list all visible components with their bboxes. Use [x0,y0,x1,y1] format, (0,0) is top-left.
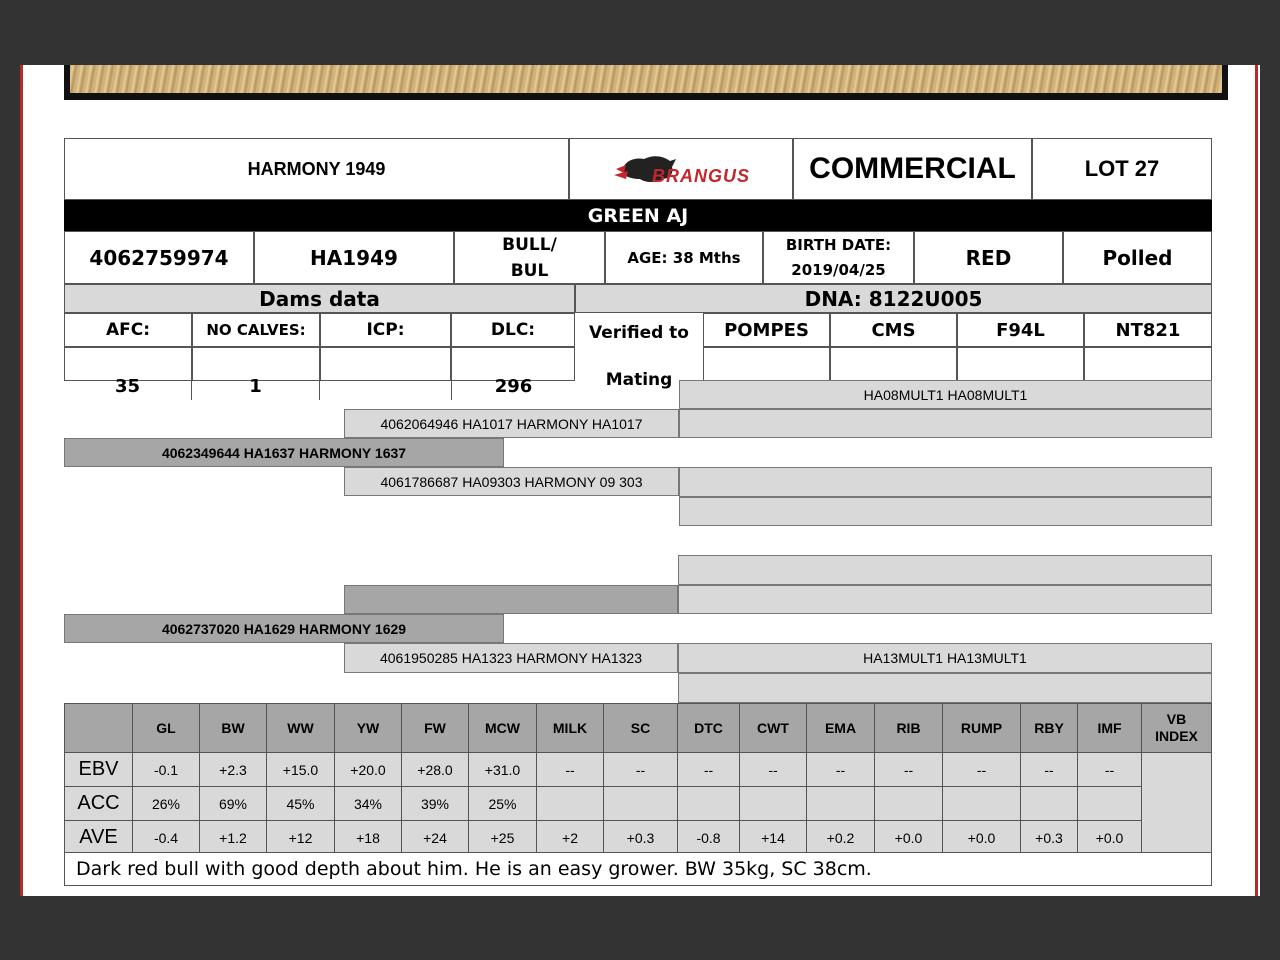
dam: 4062737020 HA1629 HARMONY 1629 [64,614,504,643]
dam-dam: 4061950285 HA1323 HARMONY HA1323 [344,643,678,673]
vb-index-line2: INDEX [1155,728,1198,744]
verified-line1: Verified to [589,323,689,343]
acc-cwt-value [740,787,807,821]
ave-fw-value: +24 [402,821,469,855]
dna-nt821-header: NT821 [1084,313,1212,347]
dam-grandsire: HA13MULT1 HA13MULT1 [678,643,1212,673]
pedigree-blank-5 [678,585,1212,614]
ebv-col-rump: RUMP [943,704,1021,753]
animal-tag: HA1949 [254,231,454,284]
acc-bw-value: 69% [200,787,267,821]
ebv-gl-value: -0.1 [133,753,200,787]
lot-number: LOT 27 [1032,138,1212,200]
acc-fw-value: 39% [402,787,469,821]
animal-id: 4062759974 [64,231,254,284]
dna-title: DNA: 8122U005 [575,284,1212,313]
birth-date-label: BIRTH DATE: [785,235,892,254]
ave-milk-value: +2 [537,821,604,855]
animal-sex-line1: BULL/ [502,234,557,255]
ebv-col-rib: RIB [875,704,943,753]
ebv-fw-value: +28.0 [402,753,469,787]
ave-gl-value: -0.4 [133,821,200,855]
ave-ema-value: +0.2 [807,821,875,855]
ebv-rump-value: -- [943,753,1021,787]
verified-line2: Mating [605,370,673,390]
animal-name: HARMONY 1949 [64,138,569,200]
acc-milk-value [537,787,604,821]
acc-row [65,787,1212,821]
dams-data-title: Dams data [64,284,575,313]
dlc-header: DLC: [451,313,575,347]
ebv-col-bw: BW [200,704,267,753]
dna-nt821-value [1084,347,1212,381]
page-left-border [20,65,23,896]
ebv-col-ema: EMA [807,704,875,753]
acc-ema-value [807,787,875,821]
animal-sex [454,231,605,284]
ebv-rib-value: -- [875,753,943,787]
ebv-milk-value: -- [537,753,604,787]
brangus-logo-text: BRANGUS [651,165,750,186]
acc-imf-value [1078,787,1142,821]
afc-header: AFC: [64,313,192,347]
acc-rump-value [943,787,1021,821]
sire: 4062349644 HA1637 HARMONY 1637 [64,438,504,467]
icp-header: ICP: [320,313,451,347]
acc-rib-value [875,787,943,821]
no-calves-header: NO CALVES: [192,313,320,347]
dna-pompes-header: POMPES [703,313,830,347]
ebv-col-imf: IMF [1078,704,1142,753]
ebv-bw-value: +2.3 [200,753,267,787]
ave-mcw-value: +25 [469,821,537,855]
acc-ww-value: 45% [267,787,335,821]
ebv-cwt-value: -- [740,753,807,787]
ave-yw-value: +18 [335,821,402,855]
dna-cms-header: CMS [830,313,957,347]
dna-cms-value [830,347,957,381]
ebv-row-label: EBV [65,753,133,787]
acc-gl-value: 26% [133,787,200,821]
dna-f94l-value [957,347,1084,381]
animal-horn-status: Polled [1063,231,1212,284]
ave-dtc-value: -0.8 [678,821,740,855]
ebv-mcw-value: +31.0 [469,753,537,787]
dna-f94l-header: F94L [957,313,1084,347]
no-calves-value: 1 [192,372,320,400]
ave-rump-value: +0.0 [943,821,1021,855]
ebv-col-yw: YW [335,704,402,753]
acc-row-label: ACC [65,787,133,821]
ebv-table [64,703,1212,855]
animal-sex-line2: BUL [510,260,549,281]
afc-value: 35 [64,372,192,400]
sire-sire: 4062064946 HA1017 HARMONY HA1017 [344,409,679,438]
sire-dam: 4061786687 HA09303 HARMONY 09 303 [344,467,679,496]
acc-rby-value [1021,787,1078,821]
category-label: COMMERCIAL [793,138,1032,200]
ave-ww-value: +12 [267,821,335,855]
viewer-top-bar [0,0,1280,65]
acc-sc-value [604,787,678,821]
ave-bw-value: +1.2 [200,821,267,855]
ebv-col-cwt: CWT [740,704,807,753]
ave-row-label: AVE [65,821,133,855]
pedigree-blank-1 [679,409,1212,438]
ebv-imf-value: -- [1078,753,1142,787]
dam-sire [344,585,678,614]
owner-name: GREEN AJ [587,204,689,227]
animal-age: AGE: 38 Mths [605,231,763,284]
ave-rby-value: +0.3 [1021,821,1078,855]
pedigree-blank-2 [679,467,1212,497]
ebv-col-vb-index [1142,704,1212,753]
ebv-ema-value: -- [807,753,875,787]
ebv-row [65,753,1212,787]
animal-comment: Dark red bull with good depth about him. He is an easy grower. BW 35kg, SC 38cm. [64,852,1212,886]
ave-row [65,821,1212,855]
ebv-col-sc: SC [604,704,678,753]
vb-index-value [1142,753,1212,855]
ave-cwt-value: +14 [740,821,807,855]
ave-sc-value: +0.3 [604,821,678,855]
sire-grandsire: HA08MULT1 HA08MULT1 [679,380,1212,409]
ebv-col-mcw: MCW [469,704,537,753]
viewer-bottom-bar [0,896,1280,960]
birth-date-value: 2019/04/25 [791,260,886,279]
ebv-col-rby: RBY [1021,704,1078,753]
ebv-sc-value: -- [604,753,678,787]
brangus-logo [569,138,793,200]
acc-dtc-value [678,787,740,821]
ave-imf-value: +0.0 [1078,821,1142,855]
bull-photo [64,65,1228,100]
icp-value [320,372,451,400]
ave-rib-value: +0.0 [875,821,943,855]
pedigree-blank-4 [678,555,1212,585]
owner-bar [64,200,1212,231]
pedigree-blank-3 [679,497,1212,526]
ebv-yw-value: +20.0 [335,753,402,787]
birth-date-cell [763,231,914,284]
ebv-col-dtc: DTC [678,704,740,753]
ebv-dtc-value: -- [678,753,740,787]
ebv-col-gl: GL [133,704,200,753]
vb-index-line1: VB [1166,711,1187,727]
acc-yw-value: 34% [335,787,402,821]
acc-mcw-value: 25% [469,787,537,821]
dna-pompes-value [703,347,830,381]
ebv-col-milk: MILK [537,704,604,753]
ebv-rby-value: -- [1021,753,1078,787]
ebv-header-row [65,704,1212,753]
pedigree-blank-6 [678,673,1212,703]
ebv-col-ww: WW [267,704,335,753]
dlc-value: 296 [451,372,575,400]
ebv-corner-cell [65,704,133,753]
page-right-border [1255,65,1258,896]
animal-color: RED [914,231,1063,284]
ebv-ww-value: +15.0 [267,753,335,787]
ebv-col-fw: FW [402,704,469,753]
